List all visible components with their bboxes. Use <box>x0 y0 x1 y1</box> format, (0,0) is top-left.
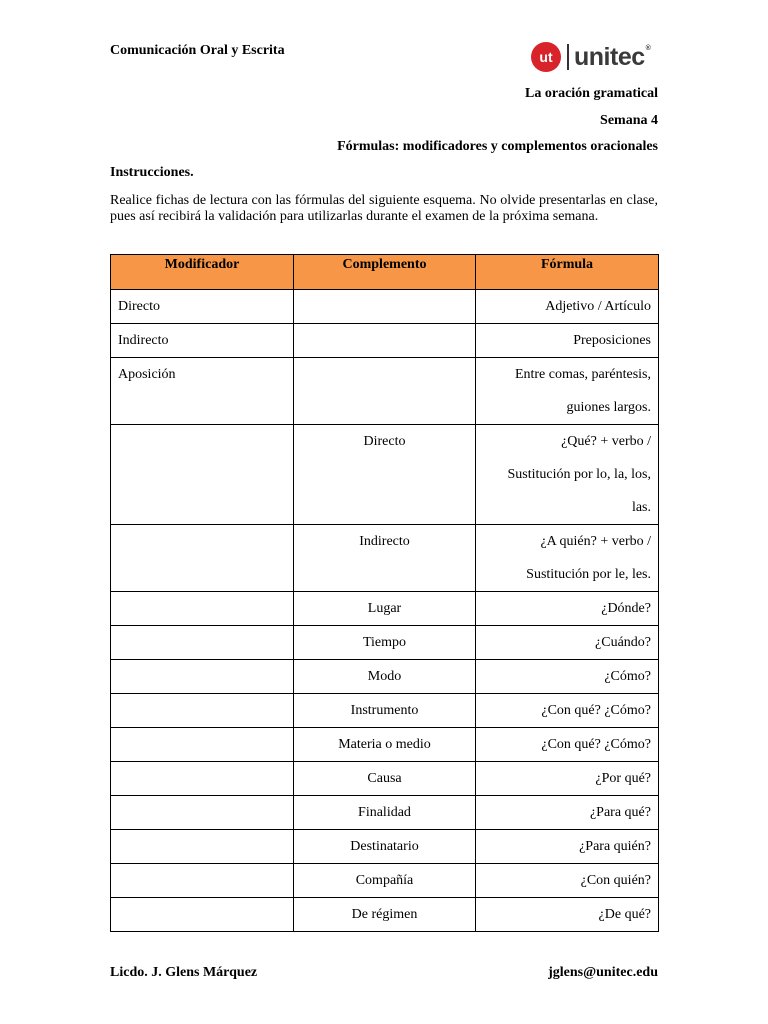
cell-modificador <box>111 694 294 728</box>
table-row <box>111 324 659 358</box>
logo-divider <box>567 44 569 70</box>
cell-modificador: Aposición <box>111 358 294 425</box>
cell-complemento: Directo <box>294 425 476 525</box>
cell-modificador <box>111 626 294 660</box>
cell-complemento: Tiempo <box>294 626 476 660</box>
table-row <box>111 796 659 830</box>
formula-line: las. <box>631 500 651 515</box>
logo-badge-icon <box>531 42 561 72</box>
logo-registered-mark: ® <box>645 44 651 52</box>
formula-line: ¿Cuándo? <box>595 635 651 650</box>
cell-modificador <box>111 660 294 694</box>
unitec-logo <box>531 41 650 73</box>
cell-complemento: Compañía <box>294 864 476 898</box>
cell-complemento: Instrumento <box>294 694 476 728</box>
cell-formula <box>476 796 659 830</box>
logo-wordmark <box>574 42 651 71</box>
cell-formula <box>476 525 659 592</box>
course-title: Comunicación Oral y Escrita <box>110 43 285 58</box>
table-row <box>111 425 659 525</box>
cell-formula <box>476 660 659 694</box>
formula-line: guiones largos. <box>566 400 651 415</box>
author-email: jglens@unitec.edu <box>548 965 658 980</box>
week-label: Semana 4 <box>600 113 658 128</box>
table-row <box>111 525 659 592</box>
formula-line: ¿Para qué? <box>589 805 651 820</box>
topic-title: La oración gramatical <box>525 86 658 101</box>
header-formula: Fórmula <box>476 255 659 290</box>
table-row <box>111 626 659 660</box>
logo-word-text: unitec <box>574 42 645 71</box>
formula-line: ¿Por qué? <box>595 771 651 786</box>
cell-formula <box>476 592 659 626</box>
instructions-paragraph: Realice fichas de lectura con las fórmulas del siguiente esquema. No olvide presentarlas en clase, pues así recibirá la validación para utilizarlas durante el examen de la próxima semana. <box>110 193 658 224</box>
cell-complemento: Materia o medio <box>294 728 476 762</box>
cell-modificador <box>111 728 294 762</box>
table-row <box>111 358 659 425</box>
cell-formula <box>476 358 659 425</box>
table-row <box>111 660 659 694</box>
formula-line: ¿Dónde? <box>601 601 651 616</box>
instructions-heading: Instrucciones. <box>110 165 194 180</box>
logo-badge-text: ut <box>539 49 553 65</box>
cell-modificador <box>111 592 294 626</box>
cell-complemento <box>294 290 476 324</box>
author-name: Licdo. J. Glens Márquez <box>110 965 258 980</box>
cell-modificador <box>111 796 294 830</box>
cell-modificador <box>111 425 294 525</box>
formula-line: ¿Con quién? <box>580 873 651 888</box>
cell-modificador <box>111 898 294 932</box>
cell-modificador <box>111 525 294 592</box>
table-row <box>111 864 659 898</box>
formula-line: ¿Para quién? <box>579 839 651 854</box>
cell-formula <box>476 830 659 864</box>
cell-modificador: Indirecto <box>111 324 294 358</box>
cell-formula <box>476 762 659 796</box>
formula-line: ¿Cómo? <box>604 669 651 684</box>
page-subtitle: Fórmulas: modificadores y complementos oracionales <box>337 139 658 154</box>
table-row <box>111 592 659 626</box>
formula-line: ¿Qué? + verbo / <box>561 434 651 449</box>
cell-complemento: Modo <box>294 660 476 694</box>
cell-formula <box>476 626 659 660</box>
table-row <box>111 898 659 932</box>
header-complemento: Complemento <box>294 255 476 290</box>
table-header-row <box>111 255 659 290</box>
cell-formula <box>476 425 659 525</box>
table-row <box>111 290 659 324</box>
formula-line: ¿De qué? <box>598 907 651 922</box>
cell-formula <box>476 898 659 932</box>
cell-complemento: Destinatario <box>294 830 476 864</box>
cell-formula <box>476 728 659 762</box>
formula-line: ¿Con qué? ¿Cómo? <box>541 703 651 718</box>
cell-complemento: Lugar <box>294 592 476 626</box>
cell-formula <box>476 290 659 324</box>
cell-complemento: Finalidad <box>294 796 476 830</box>
table-row <box>111 830 659 864</box>
cell-complemento <box>294 358 476 425</box>
cell-complemento <box>294 324 476 358</box>
formula-line: ¿A quién? + verbo / <box>540 534 651 549</box>
formula-line: Sustitución por le, les. <box>526 567 651 582</box>
formula-line: Sustitución por lo, la, los, <box>507 467 651 482</box>
table-row <box>111 694 659 728</box>
cell-complemento: Causa <box>294 762 476 796</box>
cell-formula <box>476 694 659 728</box>
cell-complemento: Indirecto <box>294 525 476 592</box>
formula-line: Entre comas, paréntesis, <box>514 367 651 382</box>
cell-modificador: Directo <box>111 290 294 324</box>
formula-line: ¿Con qué? ¿Cómo? <box>541 737 651 752</box>
cell-formula <box>476 864 659 898</box>
formula-line: Adjetivo / Artículo <box>545 299 651 314</box>
cell-modificador <box>111 762 294 796</box>
formula-line: Preposiciones <box>573 333 651 348</box>
cell-modificador <box>111 864 294 898</box>
table-row <box>111 728 659 762</box>
cell-complemento: De régimen <box>294 898 476 932</box>
header-modificador: Modificador <box>111 255 294 290</box>
formulas-table <box>110 254 659 932</box>
table-row <box>111 762 659 796</box>
cell-modificador <box>111 830 294 864</box>
cell-formula <box>476 324 659 358</box>
